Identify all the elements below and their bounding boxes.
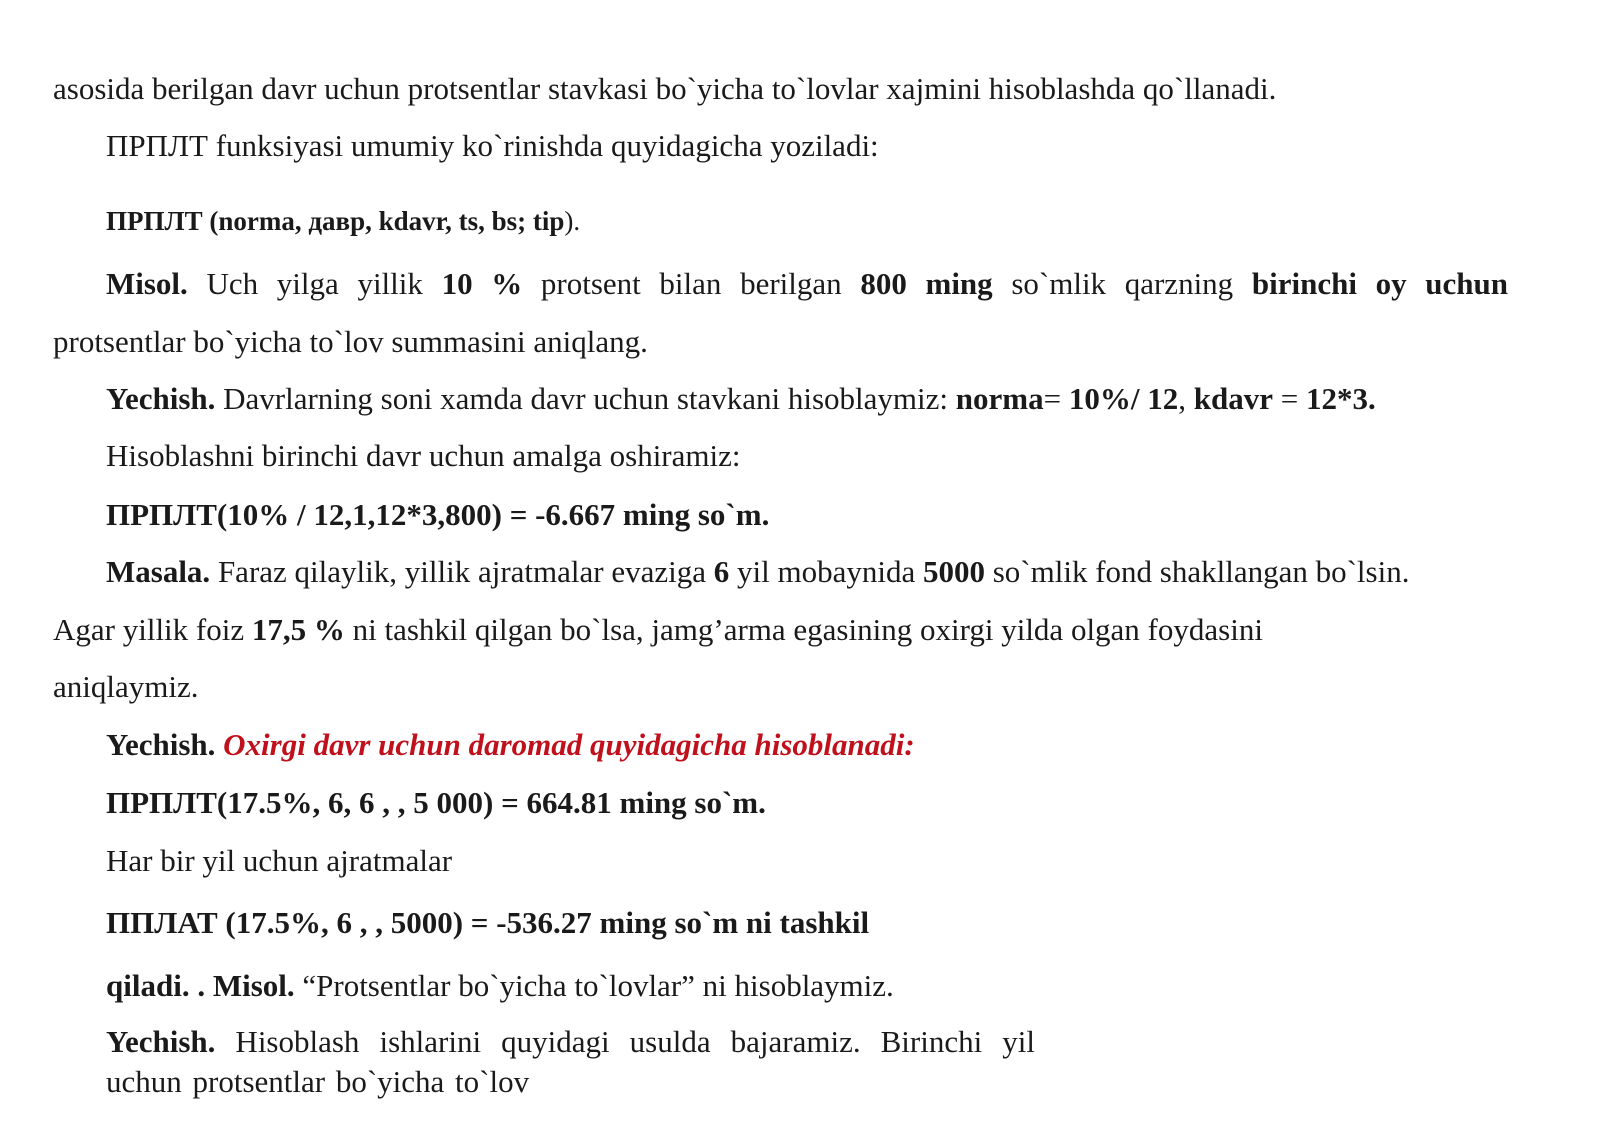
yechish-label: Yechish. <box>106 1024 216 1059</box>
text: ПРПЛТ(17.5%, 6, 6 , , 5 000) = 664.81 ming so`m. <box>106 785 766 820</box>
text: Faraz qilaylik, yillik ajratmalar evaziga <box>210 554 714 589</box>
text: protsentlar bo`yicha to`lov summasini aniqlang. <box>53 324 648 359</box>
masala-label: Masala. <box>106 554 211 589</box>
paragraph-line-16 <box>106 970 894 1001</box>
text: Har bir yil uchun ajratmalar <box>106 843 453 878</box>
bold-fund: 5000 <box>922 554 985 589</box>
text: yil mobaynida <box>729 554 923 589</box>
text: ПРПЛТ(10% / 12,1,12*3,800) = -6.667 ming so`m. <box>106 497 770 532</box>
text: uchun protsentlar bo`yicha to`lov <box>106 1064 530 1099</box>
text: = <box>1272 381 1306 416</box>
problem-line-1 <box>106 556 1409 587</box>
bold-norma: norma <box>955 381 1044 416</box>
bold-amount: 800 ming <box>860 266 993 301</box>
bold-rate: 10 % <box>441 266 523 301</box>
text: Hisoblashni birinchi davr uchun amalga oshiramiz: <box>106 438 741 473</box>
bold-period: birinchi oy uchun <box>1251 266 1508 301</box>
text: so`mlik fond shakllangan bo`lsin. <box>984 554 1410 589</box>
solution-line-4 <box>106 1026 1035 1057</box>
bold-years: 6 <box>713 554 730 589</box>
bold-misol: qiladi. . Misol. <box>106 968 295 1003</box>
text: Uch yilga yillik <box>187 266 442 301</box>
yechish-label: Yechish. <box>106 381 216 416</box>
solution-line-2 <box>106 440 741 471</box>
paragraph-line-2 <box>106 130 879 161</box>
text: aniqlaymiz. <box>53 669 199 704</box>
misol-label: Misol. <box>106 266 188 301</box>
text: “Protsentlar bo`yicha to`lovlar” ni hisoblaymiz. <box>294 968 894 1003</box>
formula-result-3 <box>106 907 869 938</box>
text: asosida berilgan davr uchun protsentlar stavkasi bo`yicha to`lovlar xajmini hisoblashda qo`llanadi. <box>53 71 1277 106</box>
highlighted-text: Oxirgi davr uchun daromad quyidagicha hisoblanadi: <box>223 727 915 762</box>
solution-line-1 <box>106 383 1376 414</box>
text: = <box>1043 381 1069 416</box>
bold-norma-value: 10%/ 12 <box>1068 381 1179 416</box>
formula-result-1 <box>106 499 769 530</box>
text: Davrlarning soni xamda davr uchun stavkani hisoblaymiz: <box>215 381 956 416</box>
text: Hisoblash ishlarini quyidagi usulda bajaramiz. Birinchi yil <box>215 1024 1035 1059</box>
example-line-2 <box>53 326 648 357</box>
formula-tail: ). <box>564 206 581 236</box>
text: , <box>1178 381 1194 416</box>
text: ППЛАТ (17.5%, 6 , , 5000) = -536.27 ming so`m ni tashkil <box>106 905 870 940</box>
example-line-1 <box>106 268 1508 299</box>
paragraph-line-1 <box>53 73 1276 104</box>
text: Agar yillik foiz <box>53 612 252 647</box>
text <box>215 727 223 762</box>
yechish-label: Yechish. <box>106 727 216 762</box>
bold-kdavr-value: 12*3. <box>1305 381 1376 416</box>
bold-kdavr: kdavr <box>1193 381 1273 416</box>
problem-line-3 <box>53 671 198 702</box>
text: ni tashkil qilgan bo`lsa, jamg’arma egasining oxirgi yilda olgan foydasini <box>344 612 1263 647</box>
formula-bold: ПРПЛТ (norma, давр, kdavr, ts, bs; tip <box>106 206 565 236</box>
text: protsent bilan berilgan <box>522 266 861 301</box>
formula-syntax <box>106 208 580 235</box>
text: ПРПЛТ funksiyasi umumiy ko`rinishda quyidagicha yoziladi: <box>106 128 879 163</box>
paragraph-line-14 <box>106 845 452 876</box>
bold-rate: 17,5 % <box>251 612 345 647</box>
problem-line-2 <box>53 614 1263 645</box>
solution-line-5 <box>106 1066 529 1097</box>
solution-line-3 <box>106 729 915 760</box>
formula-result-2 <box>106 787 766 818</box>
text: so`mlik qarzning <box>992 266 1252 301</box>
